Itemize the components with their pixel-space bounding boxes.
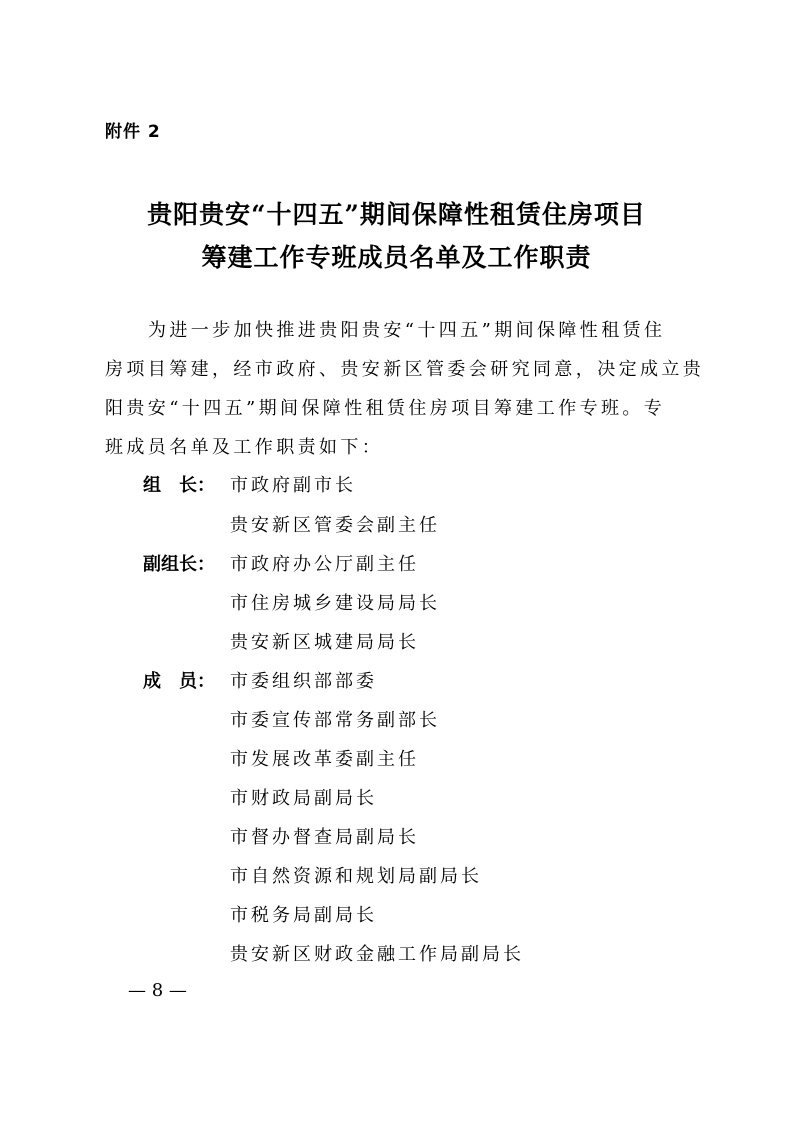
member-item: 市发展改革委副主任 [230,749,419,770]
member-item: 市自然资源和规划局副局长 [230,866,482,887]
member-item: 市税务局副局长 [230,905,377,926]
member-item: 市住房城乡建设局局长 [230,593,440,614]
intro-paragraph-line-2: 房项目筹建，经市政府、贵安新区管委会研究同意，决定成立贵 [105,359,705,380]
attachment-label: 附件 2 [105,122,161,142]
member-item: 市委组织部部委 [230,671,377,692]
document-title-line-2: 筹建工作专班成员名单及工作职责 [201,243,592,272]
member-item: 贵安新区财政金融工作局副局长 [230,944,524,965]
member-item: 贵安新区管委会副主任 [230,515,440,536]
member-item: 市督办督查局副局长 [230,827,419,848]
member-item: 市财政局副局长 [230,788,377,809]
member-item: 市政府副市长 [230,475,356,496]
document-title-line-1: 贵阳贵安“十四五”期间保障性租赁住房项目 [147,200,646,229]
member-item: 市政府办公厅副主任 [230,554,419,575]
member-item: 市委宣传部常务副部长 [230,710,440,731]
intro-paragraph-line-1: 为进一步加快推进贵阳贵安“十四五”期间保障性租赁住 [148,320,666,341]
role-label-member: 成 员： [143,671,215,692]
role-label-leader: 组 长： [143,475,215,496]
page-number: — 8 — [128,980,187,1001]
role-label-deputy: 副组长： [143,554,215,575]
intro-paragraph-line-4: 班成员名单及工作职责如下： [105,437,384,458]
intro-paragraph-line-3: 阳贵安“十四五”期间保障性租赁住房项目筹建工作专班。专 [105,398,666,419]
member-item: 贵安新区城建局局长 [230,632,419,653]
